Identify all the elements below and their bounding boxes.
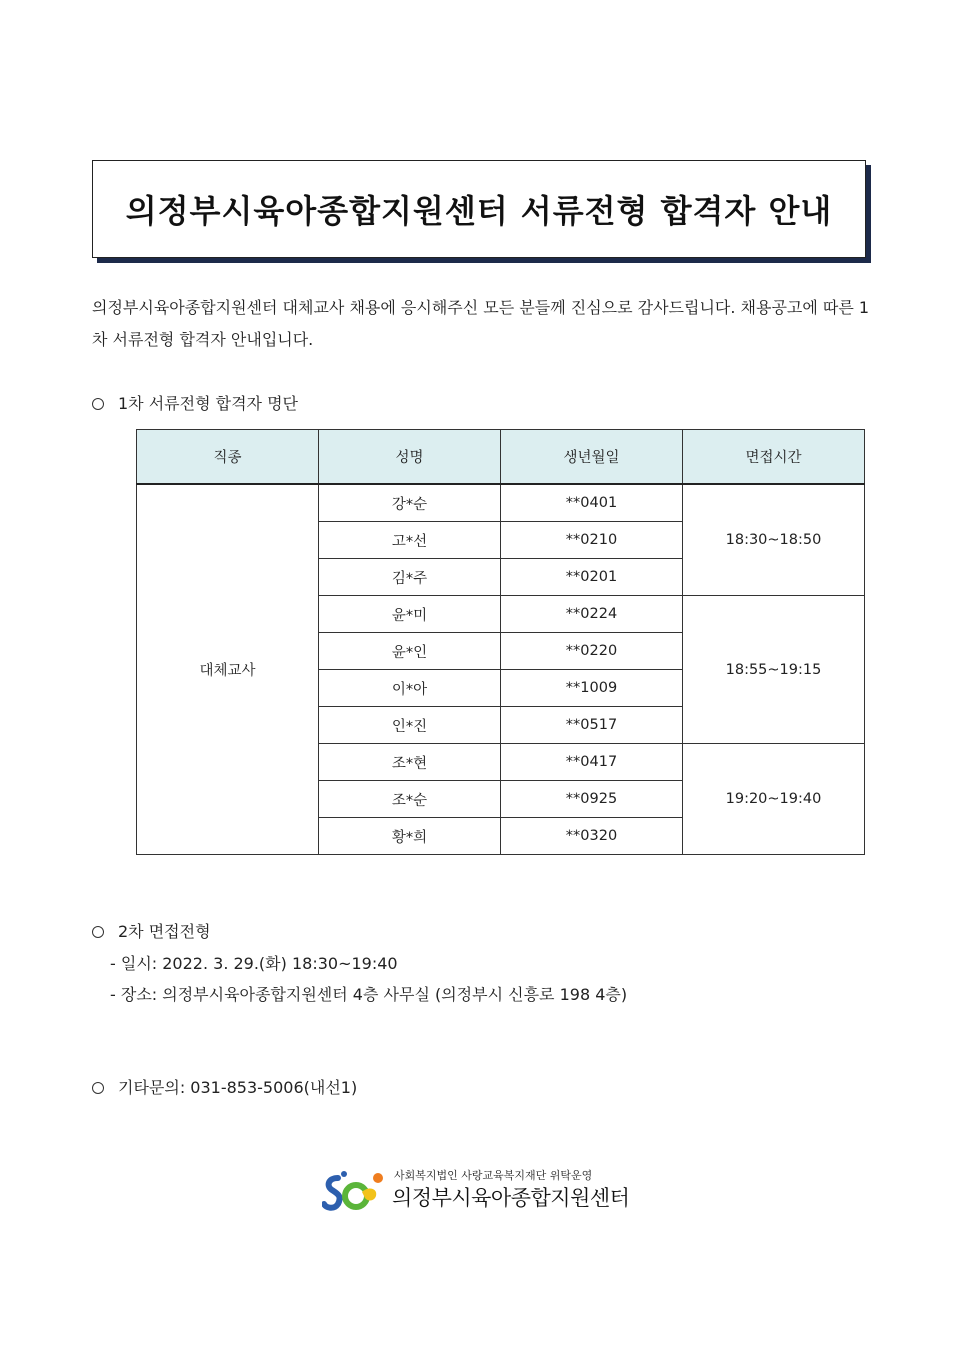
- interview-date-line: - 일시: 2022. 3. 29.(화) 18:30~19:40: [110, 954, 398, 973]
- birth-cell: **0417: [501, 744, 683, 781]
- circle-bullet-icon: [92, 926, 104, 938]
- section-2-heading: [92, 919, 211, 942]
- job-type-cell: 대체교사: [137, 484, 319, 855]
- birth-cell: **1009: [501, 670, 683, 707]
- interview-place-line: - 장소: 의정부시육아종합지원센터 4층 사무실 (의정부시 신흥로 198 4층): [110, 985, 628, 1004]
- header-name: 성명: [319, 430, 501, 485]
- header-interview-time: 면접시간: [683, 430, 865, 485]
- name-cell: 김*주: [319, 559, 501, 596]
- birth-cell: **0925: [501, 781, 683, 818]
- time-slot-cell: 18:55~19:15: [683, 596, 865, 744]
- section-1-heading: [92, 391, 298, 414]
- section-1-heading-text: 1차 서류전형 합격자 명단: [118, 394, 298, 413]
- birth-cell: **0320: [501, 818, 683, 855]
- name-cell: 인*진: [319, 707, 501, 744]
- birth-cell: **0220: [501, 633, 683, 670]
- birth-cell: **0517: [501, 707, 683, 744]
- birth-cell: **0224: [501, 596, 683, 633]
- intro-paragraph: 의정부시육아종합지원센터 대체교사 채용에 응시해주신 모든 분들께 진심으로 감사드립니다. 채용공고에 따른 1차 서류전형 합격자 안내입니다.: [92, 298, 870, 349]
- applicant-table: [136, 429, 865, 855]
- header-birthdate: 생년월일: [501, 430, 683, 485]
- logo-subtitle: 사회복지법인 사랑교육복지재단 위탁운영: [394, 1169, 593, 1182]
- center-logo-mark-icon: [322, 1170, 388, 1214]
- name-cell: 황*희: [319, 818, 501, 855]
- contact-text: 기타문의: 031-853-5006(내선1): [118, 1078, 358, 1097]
- time-slot-cell: 18:30~18:50: [683, 484, 865, 596]
- logo-name: 의정부시육아종합지원센터: [392, 1186, 630, 1210]
- name-cell: 윤*인: [319, 633, 501, 670]
- table-row: [137, 484, 865, 522]
- table-header-row: [137, 430, 865, 485]
- section-2-heading-text: 2차 면접전형: [118, 922, 211, 941]
- page-title: 의정부시육아종합지원센터 서류전형 합격자 안내: [125, 192, 833, 230]
- circle-bullet-icon: [92, 398, 104, 410]
- circle-bullet-icon: [92, 1082, 104, 1094]
- name-cell: 조*현: [319, 744, 501, 781]
- birth-cell: **0210: [501, 522, 683, 559]
- name-cell: 조*순: [319, 781, 501, 818]
- name-cell: 윤*미: [319, 596, 501, 633]
- title-box: [92, 160, 866, 258]
- name-cell: 강*순: [319, 484, 501, 522]
- section-3-heading: [92, 1075, 357, 1098]
- header-job-type: 직종: [137, 430, 319, 485]
- name-cell: 고*선: [319, 522, 501, 559]
- birth-cell: **0201: [501, 559, 683, 596]
- name-cell: 이*아: [319, 670, 501, 707]
- center-logo: [322, 1166, 652, 1216]
- time-slot-cell: 19:20~19:40: [683, 744, 865, 855]
- birth-cell: **0401: [501, 484, 683, 522]
